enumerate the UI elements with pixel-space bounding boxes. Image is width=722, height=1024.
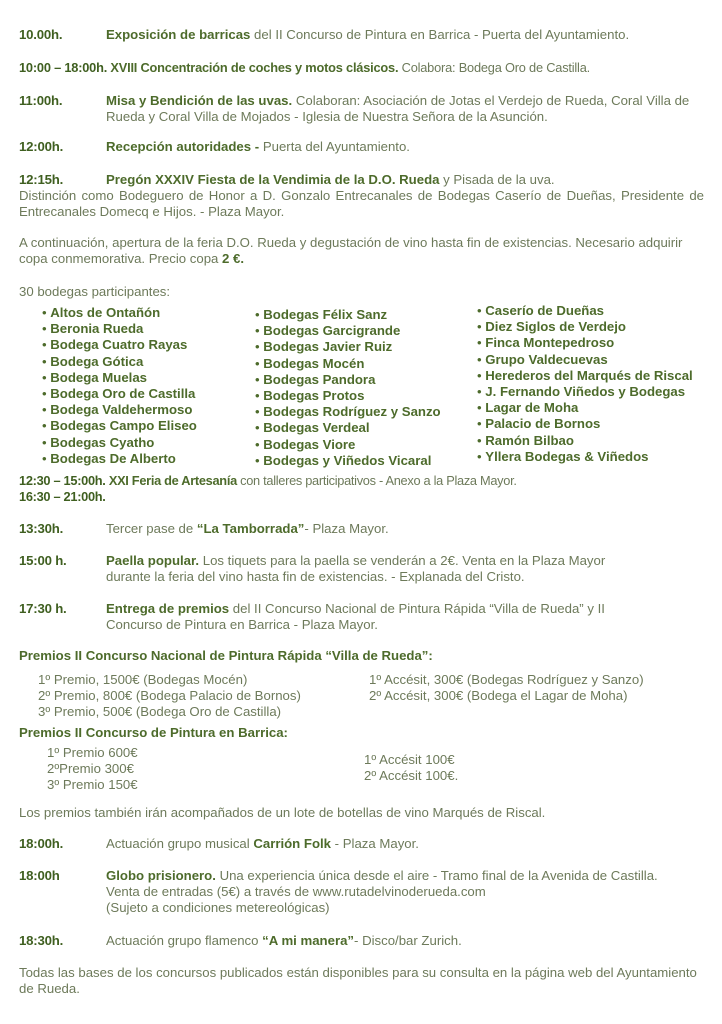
event-detail: y Pisada de la uva. <box>439 172 555 187</box>
premio-item: 2ºPremio 300€ <box>47 761 134 776</box>
premio-item: 3º Premio 150€ <box>47 777 138 792</box>
event-title: “La Tamborrada” <box>196 521 305 536</box>
event-time: 12:00h. <box>19 139 64 154</box>
bodega-item: • Beronia Rueda <box>42 321 197 337</box>
event-title: Entrega de premios <box>106 601 230 616</box>
event-description <box>19 60 704 76</box>
event-pre: Tercer pase de <box>106 521 197 536</box>
event-detail: del II Concurso de Pintura en Barrica - Puerta del Ayuntamiento. <box>250 27 630 42</box>
bodega-item: • Bodegas Protos <box>255 388 441 404</box>
bodega-item: • Bodegas y Viñedos Vicaral <box>255 453 441 469</box>
bodega-item: • Bodega Valdehermoso <box>42 402 197 418</box>
bodega-item: • Diez Siglos de Verdejo <box>477 319 693 335</box>
event-detail: Puerta del Ayuntamiento. <box>259 139 410 154</box>
bodega-item: • Bodegas Javier Ruiz <box>255 339 441 355</box>
event-title: “A mi manera” <box>262 933 355 948</box>
event-time: 10:00 – 18:00h. <box>19 60 108 75</box>
bodega-item: • Altos de Ontañón <box>42 305 197 321</box>
event-title: XVIII Concentración de coches y motos clásicos. <box>110 60 399 75</box>
event-description <box>106 553 652 585</box>
bodega-item: • Finca Montepedroso <box>477 335 693 351</box>
event-title: Misa y Bendición de las uvas. <box>106 93 293 108</box>
premios-barrica-right <box>364 752 458 784</box>
accesit-item: 2º Accésit 100€. <box>364 768 459 783</box>
footer-note: Todas las bases de los concursos publicados están disponibles para su consulta en la página web del Ayuntamiento de Rueda. <box>19 965 697 996</box>
bodega-item: • Bodega Gótica <box>42 354 197 370</box>
event-extra: Distinción como Bodeguero de Honor a D. Gonzalo Entrecanales de Bodegas Caserío de Dueñas, Presidente de Entrecanales Domecq e Hijos. - Plaza Mayor. <box>19 188 704 219</box>
bodega-item: • Bodega Oro de Castilla <box>42 386 197 402</box>
event-title: Carrión Folk <box>253 836 332 851</box>
premio-item: 3º Premio, 500€ (Bodega Oro de Castilla) <box>38 704 282 719</box>
event-pre: Actuación grupo musical <box>106 836 254 851</box>
premios-barrica-heading: Premios II Concurso de Pintura en Barrica: <box>19 725 288 740</box>
bodega-item: • Bodegas De Alberto <box>42 451 197 467</box>
premio-item: 1º Premio, 1500€ (Bodegas Mocén) <box>38 672 248 687</box>
bodega-item: • Yllera Bodegas & Viñedos <box>477 449 693 465</box>
event-description <box>106 27 704 43</box>
event-time: 18:30h. <box>19 933 64 948</box>
premios-rapida-right <box>369 672 644 704</box>
bodega-item: • Herederos del Marqués de Riscal <box>477 368 693 384</box>
event-title: Globo prisionero. <box>106 868 216 883</box>
event-detail: - Plaza Mayor. <box>331 836 419 851</box>
premios-rapida-left <box>38 672 301 720</box>
event-time: 15:00 h. <box>19 553 67 568</box>
event-extra: (Sujeto a condiciones metereológicas) <box>106 900 330 915</box>
bodega-item: • Caserío de Dueñas <box>477 303 693 319</box>
event-time: 18:00h. <box>19 836 64 851</box>
bodegas-list-col1 <box>42 305 197 467</box>
event-detail: - Disco/bar Zurich. <box>354 933 462 948</box>
artesania-time-2: 16:30 – 21:00h. <box>19 489 106 504</box>
event-description <box>106 172 704 188</box>
event-time: 11:00h. <box>19 93 63 108</box>
bodega-item: • Bodegas Félix Sanz <box>255 307 441 323</box>
premio-item: 1º Premio 600€ <box>47 745 138 760</box>
bodega-item: • Grupo Valdecuevas <box>477 352 693 368</box>
bodega-item: • Bodegas Verdeal <box>255 420 441 436</box>
accesit-item: 2º Accésit, 300€ (Bodega el Lagar de Moha) <box>369 688 628 703</box>
feria-text: A continuación, apertura de la feria D.O. Rueda y degustación de vino hasta fin de existencias. Necesario adquirir copa conmemorativa. Precio copa <box>19 235 683 266</box>
premios-rapida-heading: Premios II Concurso Nacional de Pintura Rápida “Villa de Rueda”: <box>19 648 433 663</box>
bodega-item: • Bodegas Viore <box>255 437 441 453</box>
bodega-item: • Bodegas Rodríguez y Sanzo <box>255 404 441 420</box>
event-time: 18:00h <box>19 868 60 883</box>
bodegas-list-col2 <box>255 307 441 469</box>
event-description <box>106 521 704 537</box>
premio-item: 2º Premio, 800€ (Bodega Palacio de Bornos) <box>38 688 301 703</box>
event-description <box>106 836 704 852</box>
bodega-item: • Bodega Cuatro Rayas <box>42 337 197 353</box>
premios-barrica-left <box>47 745 138 793</box>
feria-price: 2 €. <box>222 251 245 266</box>
event-description <box>106 601 662 633</box>
event-description <box>106 139 704 155</box>
event-time: 17:30 h. <box>19 601 67 616</box>
event-pre: Actuación grupo flamenco <box>106 933 263 948</box>
artesania-line <box>19 473 517 489</box>
event-title: Pregón XXXIV Fiesta de la Vendimia de la D.O. Rueda <box>106 172 440 187</box>
bodega-item: • Lagar de Moha <box>477 400 693 416</box>
premios-note: Los premios también irán acompañados de un lote de botellas de vino Marqués de Riscal. <box>19 805 546 820</box>
event-time: 12:15h. <box>19 172 64 187</box>
bodega-item: • Bodegas Campo Eliseo <box>42 418 197 434</box>
event-title: Paella popular. <box>106 553 200 568</box>
bodega-item: • Bodega Muelas <box>42 370 197 386</box>
bodegas-heading: 30 bodegas participantes: <box>19 284 171 299</box>
artesania-time: 12:30 – 15:00h. <box>19 473 106 488</box>
bodega-item: • Ramón Bilbao <box>477 433 693 449</box>
artesania-title: XXI Feria de Artesanía <box>108 473 237 488</box>
event-time: 10.00h. <box>19 27 63 42</box>
event-detail: - Plaza Mayor. <box>304 521 389 536</box>
event-title: Exposición de barricas <box>106 27 251 42</box>
bodega-item: • Bodegas Pandora <box>255 372 441 388</box>
bodegas-list-col3 <box>477 303 693 465</box>
event-description <box>106 93 704 125</box>
bodega-item: • J. Fernando Viñedos y Bodegas <box>477 384 693 400</box>
bodega-item: • Bodegas Garcigrande <box>255 323 441 339</box>
event-detail: del II Concurso Nacional de Pintura Rápida “Villa de Rueda” y II Concurso de Pintura en Barrica - Plaza Mayor. <box>106 601 605 632</box>
event-detail: Colaboran: Asociación de Jotas el Verdejo de Rueda, Coral Villa de Rueda y Coral Villa de Mojados - Iglesia de Nuestra Señora de la Asunción. <box>106 93 690 124</box>
event-description <box>106 933 704 949</box>
bodega-item: • Palacio de Bornos <box>477 416 693 432</box>
feria-paragraph <box>19 235 704 267</box>
event-description <box>106 868 682 916</box>
artesania-detail: con talleres participativos - Anexo a la Plaza Mayor. <box>236 473 517 488</box>
event-detail: Los tiquets para la paella se venderán a 2€. Venta en la Plaza Mayor durante la feria del vino hasta fin de existencias. - Explanada del Cristo. <box>106 553 606 584</box>
event-detail: Una experiencia única desde el aire - Tramo final de la Avenida de Castilla. Venta de entradas (5€) a través de www.rutadelvinoderueda.com <box>106 868 658 899</box>
event-detail: Colabora: Bodega Oro de Castilla. <box>398 60 590 75</box>
accesit-item: 1º Accésit, 300€ (Bodegas Rodríguez y Sanzo) <box>369 672 644 687</box>
bodega-item: • Bodegas Mocén <box>255 356 441 372</box>
bodega-item: • Bodegas Cyatho <box>42 435 197 451</box>
event-title: Recepción autoridades - <box>106 139 260 154</box>
event-time: 13:30h. <box>19 521 64 536</box>
accesit-item: 1º Accésit 100€ <box>364 752 455 767</box>
